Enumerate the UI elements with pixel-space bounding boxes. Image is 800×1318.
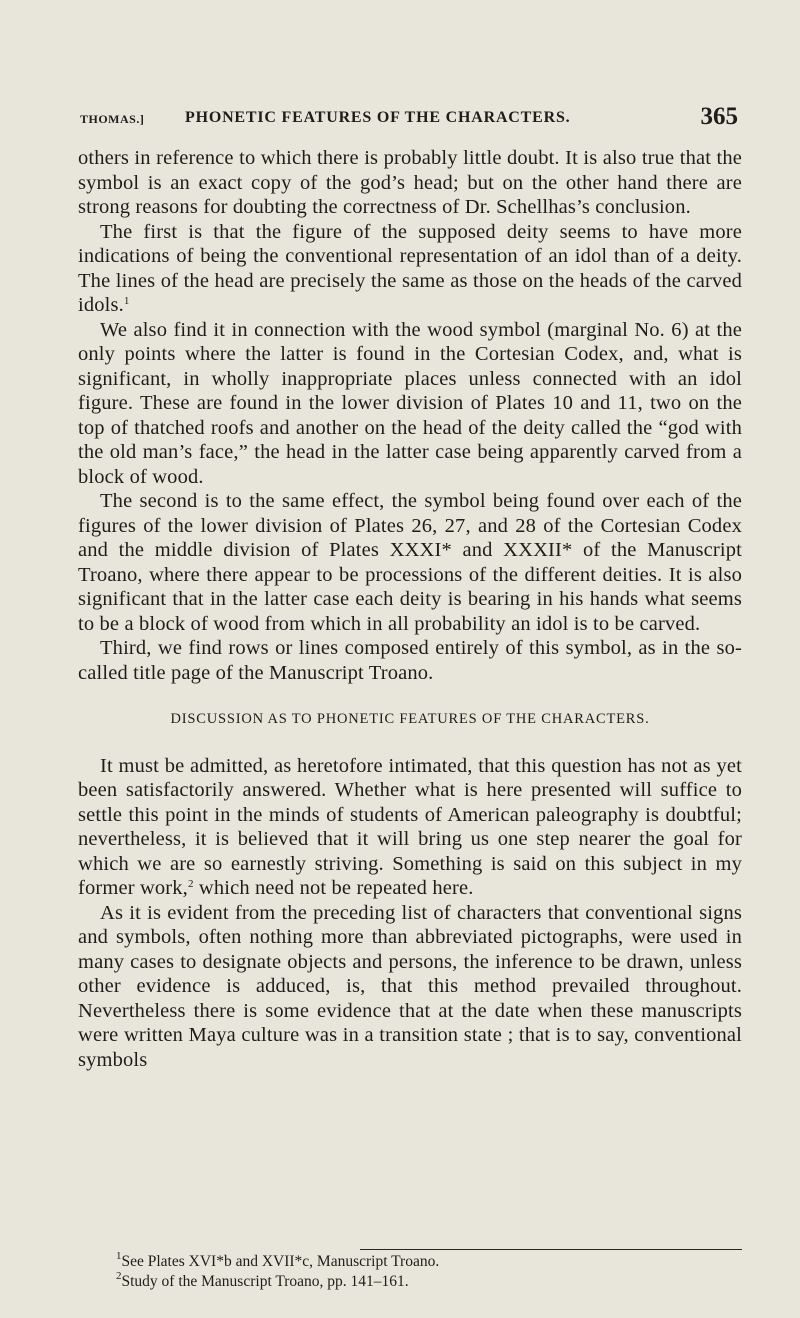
paragraph: Third, we find rows or lines composed entirely of this symbol, as in the so-called title page of the Manuscript Troano.: [78, 637, 742, 684]
footnotes: [116, 1252, 742, 1292]
paragraph-text: The first is that the figure of the supposed deity seems to have more indications of being the conventional representation of an idol than of a deity. The lines of the head are precisely the same as those on the heads of the carved idols.: [78, 220, 742, 316]
footnote-mark: 2: [116, 1270, 122, 1282]
paragraph: others in reference to which there is probably little doubt. It is also true that the symbol is an exact copy of the god’s head; but on the other hand there are strong reasons for doubting the correctness of Dr. Schellhas’s conclusion.: [78, 147, 742, 218]
paragraph-text: which need not be repeated here.: [193, 877, 474, 899]
page-number: 365: [700, 103, 738, 130]
paragraph: We also find it in connection with the wood symbol (marginal No. 6) at the only points where the latter is found in the Cortesian Codex, and, what is significant, in wholly inappropriate places unless connected with an idol figure. These are found in the lower division of Plates 10 and 11, two on the top of thatched roofs and another on the head of the deity called the “god with the old man’s face,” the head in the latter case being apparently carved from a block of wood.: [78, 318, 742, 488]
footnote-text: Study of the Manuscript Troano, pp. 141–161.: [121, 1273, 409, 1290]
section-heading: DISCUSSION AS TO PHONETIC FEATURES OF THE CHARACTERS.: [170, 711, 650, 727]
body-text: [78, 146, 742, 1072]
paragraph: As it is evident from the preceding list of characters that conventional signs and symbols, often nothing more than abbreviated pictographs, were used in many cases to designate objects and persons, the inference to be drawn, unless other evidence is adduced, is, that this method prevailed throughout. Nevertheless there is some evidence that at the date when these manuscripts were written Maya culture was in a transition state ; that is to say, conventional symbols: [78, 901, 742, 1071]
paragraph: [78, 754, 742, 901]
page-title: PHONETIC FEATURES OF THE CHARACTERS.: [185, 109, 571, 126]
paragraph: [78, 220, 742, 318]
footnote: [116, 1272, 742, 1292]
footnote-mark: 1: [116, 1250, 122, 1262]
footnote-ref: 2: [187, 878, 194, 890]
footnote-divider: [360, 1249, 742, 1250]
footnote: [116, 1252, 742, 1272]
paragraph: The second is to the same effect, the symbol being found over each of the figures of the lower division of Plates 26, 27, and 28 of the Cortesian Codex and the middle division of Plates XXXI* and XXXII* of the Manuscript Troano, where there appear to be processions of the different deities. It is also significant that in the latter case each deity is bearing in his hands what seems to be a block of wood from which in all probability an idol is to be carved.: [78, 490, 742, 635]
footnote-text: See Plates XVI*b and XVII*c, Manuscript Troano.: [121, 1253, 440, 1270]
running-head: [80, 103, 738, 139]
author-tag: THOMAS.]: [80, 112, 145, 126]
paragraph-text: It must be admitted, as heretofore intimated, that this question has not as yet been satisfactorily answered. Whether what is here presented will suffice to settle this point in the minds of students of American paleography is doubtful; nevertheless, it is believed that it will bring us one step nearer the goal for which we are so earnestly striving. Something is said on this subject in my former work,: [78, 754, 742, 899]
footnote-ref: 1: [123, 295, 130, 307]
